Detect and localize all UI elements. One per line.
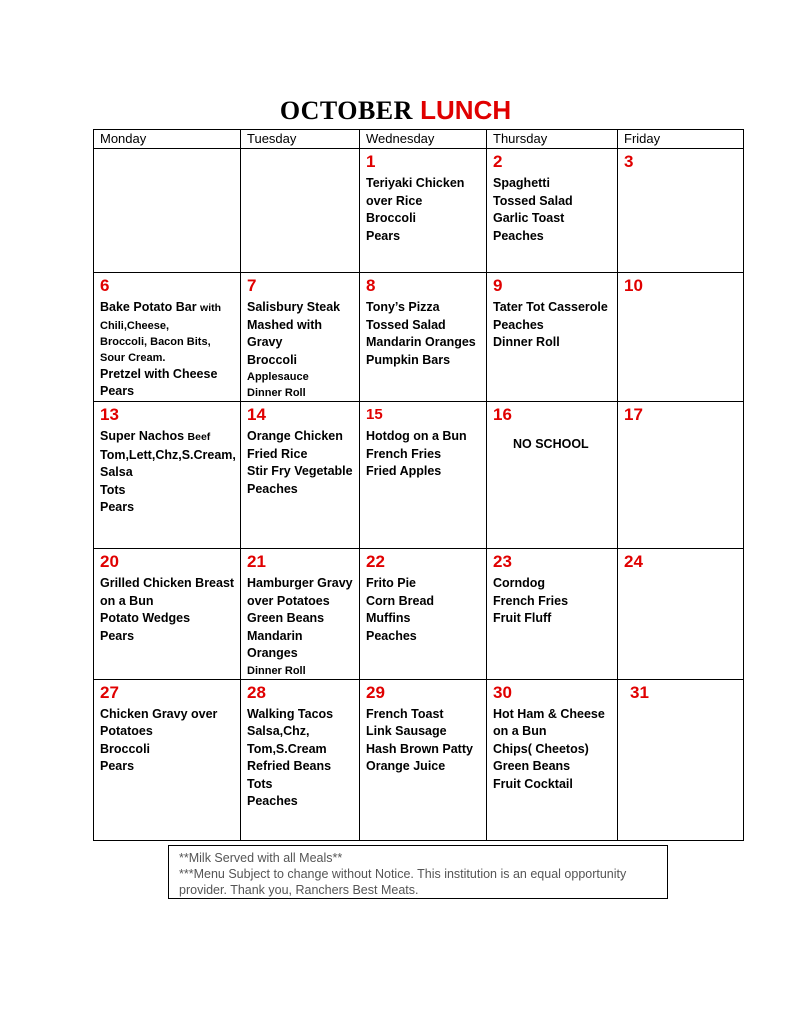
menu-item: Tots <box>100 482 126 497</box>
menu-item: Salsa <box>100 465 133 479</box>
footer-notice <box>168 845 668 899</box>
menu-item: Fried Rice <box>247 446 308 461</box>
day-number: 2 <box>493 152 503 171</box>
menu-item <box>100 428 236 447</box>
page-title <box>0 95 791 126</box>
menu-item-note: Beef <box>187 431 211 443</box>
day-number: 30 <box>493 682 512 702</box>
menu-item: Peaches <box>366 628 417 643</box>
menu-item: over Potatoes <box>247 593 330 608</box>
menu-item: Broccoli <box>100 741 151 756</box>
day-number: 28 <box>247 682 266 702</box>
menu-item: Tossed Salad <box>493 193 573 208</box>
day-cell <box>94 679 241 840</box>
title-lunch: LUNCH <box>420 95 512 125</box>
menu-item: Potatoes <box>100 724 153 738</box>
menu-item: Muffins <box>366 611 411 625</box>
day-cell <box>360 679 487 840</box>
menu-item: Dinner Roll <box>247 387 306 399</box>
menu-item: Tom,S.Cream <box>247 741 327 756</box>
menu-item: Pumpkin Bars <box>366 352 451 367</box>
day-number: 21 <box>247 552 266 571</box>
menu-item: Pears <box>366 228 401 243</box>
day-number: 20 <box>100 552 119 571</box>
day-number: 9 <box>493 276 503 295</box>
day-number: 24 <box>624 552 643 571</box>
menu-item: Chili,Cheese, <box>100 319 170 332</box>
day-cell <box>360 149 487 273</box>
day-cell <box>360 549 487 680</box>
header-tuesday: Tuesday <box>241 130 360 149</box>
weekday-header-row <box>94 130 744 149</box>
day-number: 27 <box>100 682 119 702</box>
menu-item: over Rice <box>366 193 423 208</box>
footer-line-provider: provider. Thank you, Ranchers Best Meats. <box>179 883 419 897</box>
menu-item: Teriyaki Chicken <box>366 176 465 190</box>
day-cell <box>241 679 360 840</box>
menu-item: Corndog <box>493 576 546 590</box>
menu-item-text: Super Nachos <box>100 429 185 443</box>
menu-item: Fruit Cocktail <box>493 776 573 791</box>
menu-item: Fruit Fluff <box>493 611 552 625</box>
title-month: OCTOBER <box>279 96 413 125</box>
day-number: 10 <box>624 276 643 295</box>
day-cell <box>241 402 360 549</box>
menu-item: Hash Brown Patty <box>366 741 473 756</box>
menu-item: Tony’s Pizza <box>366 300 440 314</box>
menu-item: French Toast <box>366 706 444 721</box>
day-number: 31 <box>630 682 649 702</box>
day-cell <box>487 149 618 273</box>
menu-item: Mandarin Oranges <box>366 335 476 349</box>
week-row <box>94 679 744 840</box>
menu-item: on a Bun <box>100 593 154 608</box>
menu-item: Stir Fry Vegetable <box>247 464 353 478</box>
menu-item: Green Beans <box>493 759 571 773</box>
menu-item: Dinner Roll <box>493 335 560 349</box>
footer-line-disclaimer: ***Menu Subject to change without Notice. This institution is an equal opportunity <box>179 867 627 881</box>
menu-item: Pears <box>100 384 135 398</box>
menu-item: Corn Bread <box>366 593 435 608</box>
day-cell <box>241 149 360 273</box>
menu-item: Dinner Roll <box>247 664 306 677</box>
day-cell <box>94 402 241 549</box>
day-cell <box>618 679 744 840</box>
header-friday: Friday <box>618 130 744 149</box>
menu-item: Broccoli <box>247 352 298 367</box>
day-number: 13 <box>100 405 119 424</box>
menu-item: Pears <box>100 628 135 643</box>
no-school-label: NO SCHOOL <box>513 437 589 451</box>
menu-item: Sour Cream. <box>100 351 166 364</box>
menu-item: Hamburger Gravy <box>247 576 353 590</box>
menu-item: on a Bun <box>493 724 547 738</box>
day-number: 1 <box>366 152 376 171</box>
menu-item-text: Bake Potato Bar <box>100 300 197 314</box>
day-number: 16 <box>493 405 512 424</box>
day-number: 3 <box>624 152 634 171</box>
menu-item: Hot Ham & Cheese <box>493 706 605 721</box>
week-row <box>94 402 744 549</box>
menu-item: Mashed with <box>247 317 323 332</box>
menu-item: Link Sausage <box>366 724 447 738</box>
day-cell <box>487 679 618 840</box>
menu-item: Mandarin <box>247 628 303 643</box>
day-number: 22 <box>366 552 385 571</box>
day-cell <box>241 273 360 402</box>
week-row <box>94 273 744 402</box>
menu-item: Walking Tacos <box>247 706 334 721</box>
menu-item: Hotdog on a Bun <box>366 429 467 443</box>
day-number: 17 <box>624 405 643 424</box>
day-cell <box>241 549 360 680</box>
day-cell <box>487 402 618 549</box>
day-number: 14 <box>247 405 266 424</box>
week-row <box>94 549 744 680</box>
menu-item: French Fries <box>493 593 569 608</box>
menu-item: Green Beans <box>247 611 325 625</box>
menu-item: Broccoli <box>366 211 417 225</box>
menu-item-note: with <box>200 302 222 314</box>
menu-item: Potato Wedges <box>100 611 191 625</box>
day-cell <box>618 402 744 549</box>
menu-item: French Fries <box>366 446 442 461</box>
menu-item: Spaghetti <box>493 176 550 190</box>
menu-item: Broccoli, Bacon Bits, <box>100 335 211 348</box>
day-cell <box>487 549 618 680</box>
day-cell <box>94 149 241 273</box>
menu-item: Peaches <box>247 481 298 496</box>
menu-item: Applesauce <box>247 371 309 383</box>
footer-line-milk: **Milk Served with all Meals** <box>179 851 343 865</box>
menu-item: Peaches <box>493 317 544 332</box>
menu-item: Chicken Gravy over <box>100 706 218 721</box>
menu-item: Frito Pie <box>366 576 417 590</box>
header-thursday: Thursday <box>487 130 618 149</box>
day-cell <box>618 549 744 680</box>
menu-item: Peaches <box>493 228 544 243</box>
day-number: 29 <box>366 682 385 702</box>
menu-item: Chips( Cheetos) <box>493 741 589 756</box>
header-monday: Monday <box>94 130 241 149</box>
day-cell <box>487 273 618 402</box>
day-cell <box>618 149 744 273</box>
menu-item <box>100 299 236 318</box>
menu-item: Tater Tot Casserole <box>493 300 608 314</box>
menu-item: Tom,Lett,Chz,S.Cream, <box>100 447 236 462</box>
menu-item: Tots <box>247 776 273 791</box>
day-cell <box>618 273 744 402</box>
menu-item: Orange Chicken <box>247 429 343 443</box>
menu-item: Oranges <box>247 646 298 660</box>
menu-item: Refried Beans <box>247 759 332 773</box>
menu-item: Tossed Salad <box>366 317 446 332</box>
menu-item: Salisbury Steak <box>247 300 341 314</box>
day-number: 23 <box>493 552 512 571</box>
lunch-calendar <box>93 129 744 841</box>
day-number: 15 <box>366 406 383 423</box>
menu-item: Peaches <box>247 794 298 808</box>
menu-item: Pretzel with Cheese <box>100 366 218 381</box>
menu-item: Pears <box>100 500 135 514</box>
day-number: 6 <box>100 276 110 295</box>
day-number: 8 <box>366 276 376 295</box>
menu-item: Salsa,Chz, <box>247 724 310 738</box>
day-cell <box>94 549 241 680</box>
menu-item: Fried Apples <box>366 464 442 478</box>
day-cell <box>360 273 487 402</box>
day-cell <box>94 273 241 402</box>
day-number: 7 <box>247 276 257 295</box>
menu-item: Garlic Toast <box>493 211 565 225</box>
menu-item: Pears <box>100 759 135 773</box>
header-wednesday: Wednesday <box>360 130 487 149</box>
menu-item: Orange Juice <box>366 759 446 773</box>
week-row <box>94 149 744 273</box>
day-cell <box>360 402 487 549</box>
menu-item: Gravy <box>247 335 283 349</box>
menu-item: Grilled Chicken Breast <box>100 576 235 590</box>
